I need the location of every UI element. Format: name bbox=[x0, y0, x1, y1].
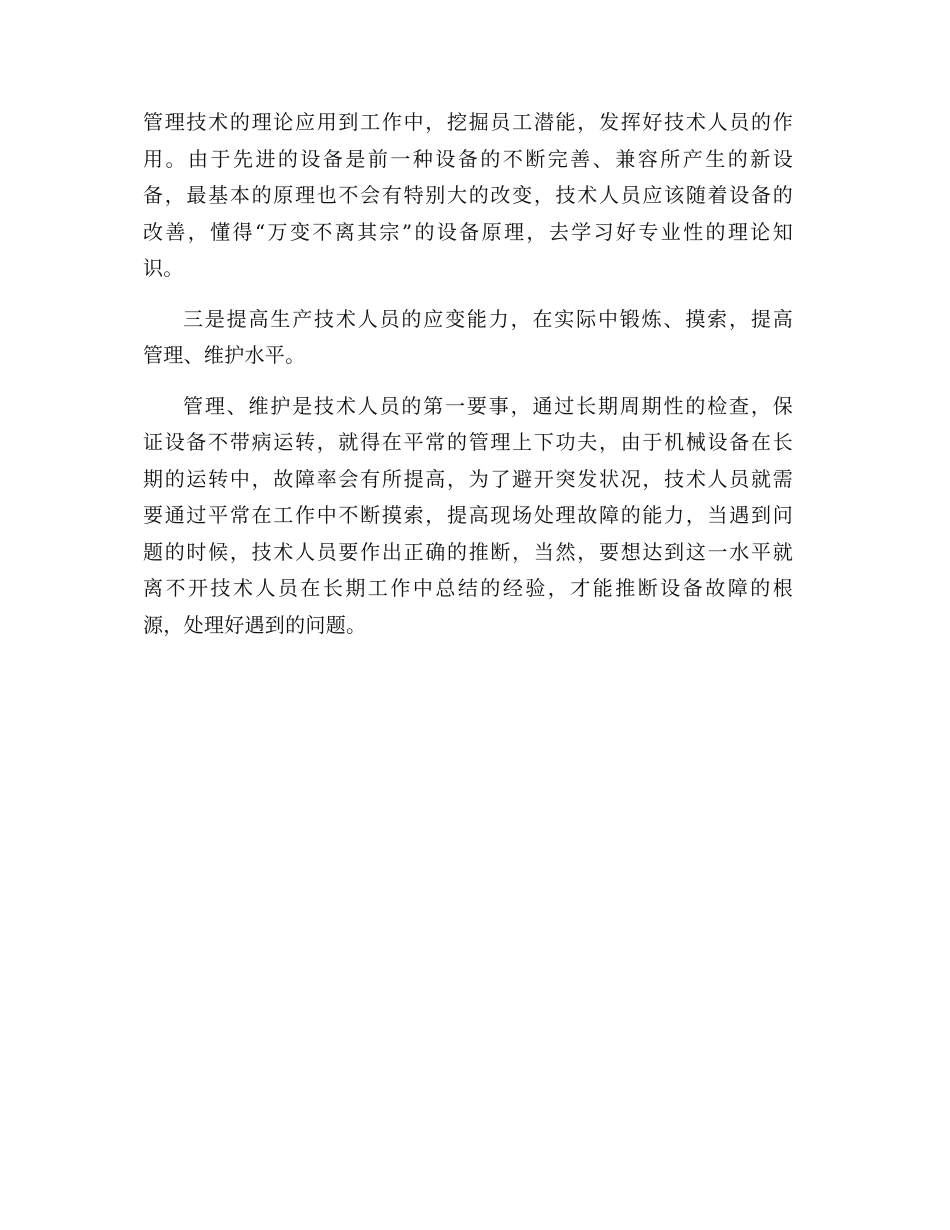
paragraph-line: 三是提高生产技术人员的应变能力，在实际中锻炼、摸索，提高 bbox=[183, 306, 793, 331]
paragraph-line: 离不开技术人员在长期工作中总结的经验，才能推断设备故障的根 bbox=[143, 576, 793, 600]
document-page bbox=[143, 104, 793, 643]
paragraph-line: 备，最基本的原理也不会有特别大的改变，技术人员应该随着设备的 bbox=[143, 183, 793, 207]
paragraph-line: 期的运转中，故障率会有所提高，为了避开突发状况，技术人员就需 bbox=[143, 466, 793, 491]
paragraph-2 bbox=[143, 301, 793, 374]
paragraph-line: 管理、维护是技术人员的第一要事，通过长期周期性的检查，保 bbox=[183, 393, 793, 418]
paragraph-line: 改善，懂得“万变不离其宗”的设备原理，去学习好专业性的理论知 bbox=[143, 219, 793, 244]
paragraph-line: 用。由于先进的设备是前一种设备的不断完善、兼容所产生的新设 bbox=[143, 146, 793, 171]
paragraph-line: 要通过平常在工作中不断摸索，提高现场处理故障的能力，当遇到问 bbox=[143, 503, 793, 527]
paragraph-3 bbox=[143, 388, 793, 644]
paragraph-line: 证设备不带病运转，就得在平常的管理上下功夫，由于机械设备在长 bbox=[143, 430, 793, 454]
paragraph-line: 管理、维护水平。 bbox=[143, 343, 306, 367]
paragraph-line: 题的时候，技术人员要作出正确的推断，当然，要想达到这一水平就 bbox=[143, 539, 793, 564]
paragraph-line: 识。 bbox=[143, 256, 184, 280]
paragraph-line: 管理技术的理论应用到工作中，挖掘员工潜能，发挥好技术人员的作 bbox=[143, 110, 793, 134]
paragraph-line: 源，处理好遇到的问题。 bbox=[143, 612, 367, 637]
paragraph-1 bbox=[143, 104, 793, 287]
